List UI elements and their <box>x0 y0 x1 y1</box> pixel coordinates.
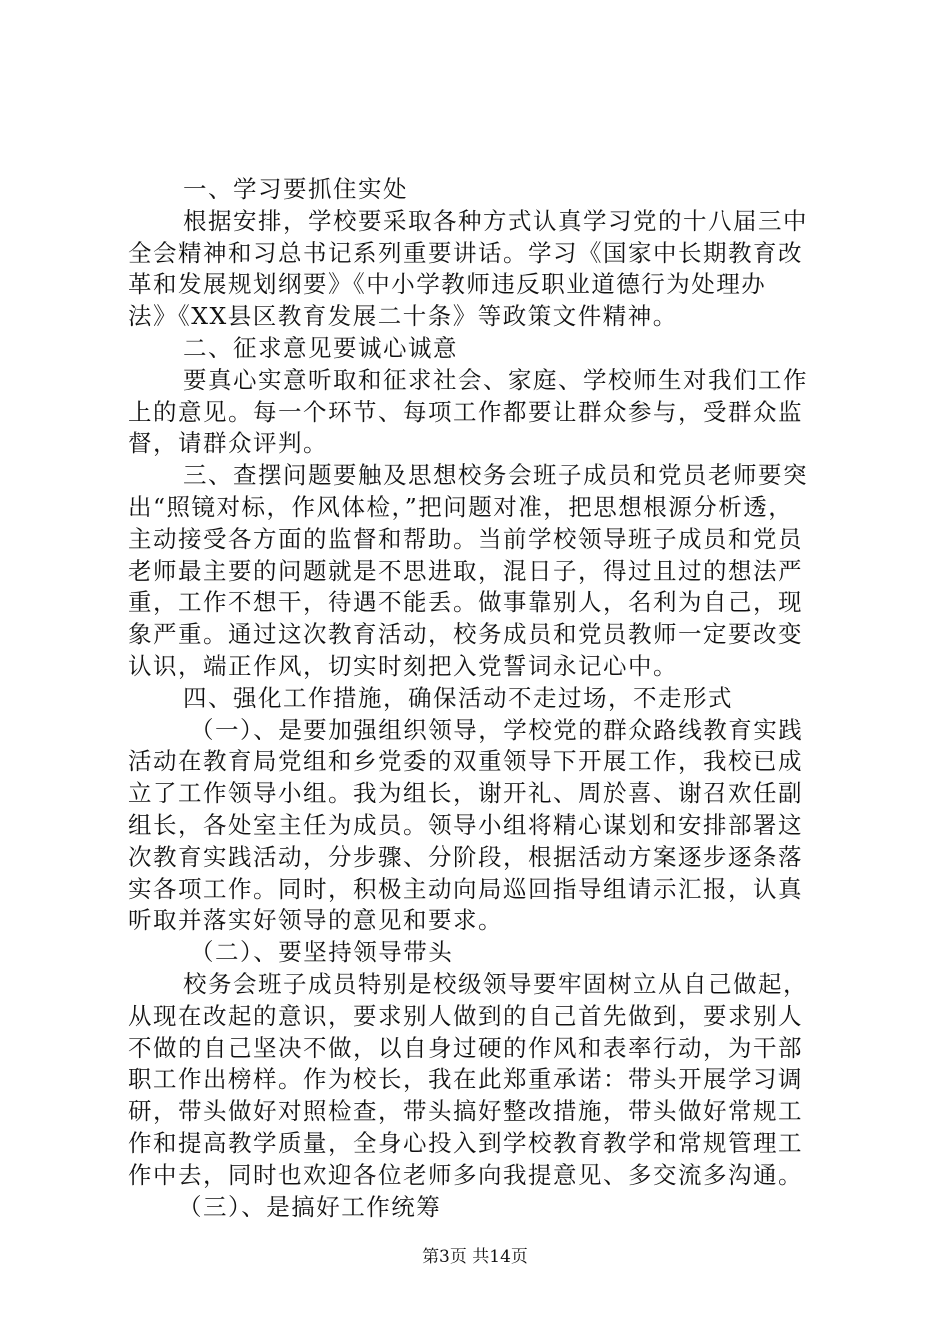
section-heading-line: （三）、是搞好工作统筹 <box>178 1192 442 1221</box>
paragraph-line: 老师最主要的问题就是不思进取，混日子，得过且过的想法严 <box>128 556 803 585</box>
paragraph-line: 研，带头做好对照检查，带头搞好整改措施，带头做好常规工 <box>128 1097 803 1126</box>
paragraph-line: 根据安排，学校要采取各种方式认真学习党的十八届三中 <box>183 206 808 235</box>
paragraph-line: 校务会班子成员特别是校级领导要牢固树立从自己做起， <box>183 969 808 998</box>
paragraph-line: 督，请群众评判。 <box>128 429 328 458</box>
paragraph-line: 法》《XX县区教育发展二十条》等政策文件精神。 <box>128 302 678 331</box>
paragraph-line: 要真心实意听取和征求社会、家庭、学校师生对我们工作 <box>183 365 808 394</box>
section-heading-line: 三、查摆问题要触及思想校务会班子成员和党员老师要突 <box>183 461 808 490</box>
paragraph-line: 认识，端正作风，切实时刻把入党誓词永记心中。 <box>128 651 678 680</box>
paragraph-line: 次教育实践活动，分步骤、分阶段，根据活动方案逐步逐条落 <box>128 842 803 871</box>
paragraph-line: 上的意见。每一个环节、每项工作都要让群众参与，受群众监 <box>128 397 803 426</box>
section-heading-line: 一、学习要抓住实处 <box>183 175 408 203</box>
paragraph-line: 出“照镜对标，作风体检，”把问题对准，把思想根源分析透， <box>128 492 794 521</box>
paragraph-line: 组长，各处室主任为成员。领导小组将精心谋划和安排部署这 <box>128 810 803 839</box>
document-body <box>128 174 828 1223</box>
section-heading-line: （一）、是要加强组织领导，学校党的群众路线教育实践 <box>190 715 804 744</box>
section-heading-line: （二）、要坚持领导带头 <box>190 938 454 967</box>
page-number-footer: 第3页 共14页 <box>422 1247 528 1267</box>
paragraph-line: 立了工作领导小组。我为组长，谢开礼、周於喜、谢召欢任副 <box>128 779 803 808</box>
paragraph-line: 不做的自己坚决不做，以自身过硬的作风和表率行动，为干部 <box>128 1033 803 1062</box>
paragraph-line: 作中去，同时也欢迎各位老师多向我提意见、多交流多沟通。 <box>128 1160 803 1189</box>
paragraph-line: 象严重。通过这次教育活动，校务成员和党员教师一定要改变 <box>128 620 803 649</box>
section-heading-line: 四、强化工作措施，确保活动不走过场，不走形式 <box>183 683 733 712</box>
paragraph-line: 实各项工作。同时，积极主动向局巡回指导组请示汇报，认真 <box>128 874 803 903</box>
paragraph-line: 革和发展规划纲要》《中小学教师违反职业道德行为处理办 <box>128 270 767 299</box>
paragraph-line: 作和提高教学质量，全身心投入到学校教育教学和常规管理工 <box>128 1128 803 1157</box>
paragraph-line: 职工作出榜样。作为校长，我在此郑重承诺：带头开展学习调 <box>128 1065 803 1094</box>
paragraph-line: 从现在改起的意识，要求别人做到的自己首先做到，要求别人 <box>128 1001 803 1030</box>
paragraph-line: 全会精神和习总书记系列重要讲话。学习《国家中长期教育改 <box>128 238 803 267</box>
paragraph-line: 重，工作不想干，待遇不能丢。做事靠别人，名利为自己，现 <box>128 588 803 617</box>
paragraph-line: 主动接受各方面的监督和帮助。当前学校领导班子成员和党员 <box>128 524 803 553</box>
paragraph-line: 听取并落实好领导的意见和要求。 <box>128 906 503 935</box>
section-heading-line: 二、征求意见要诚心诚意 <box>183 333 458 362</box>
paragraph-line: 活动在教育局党组和乡党委的双重领导下开展工作，我校已成 <box>128 747 803 776</box>
